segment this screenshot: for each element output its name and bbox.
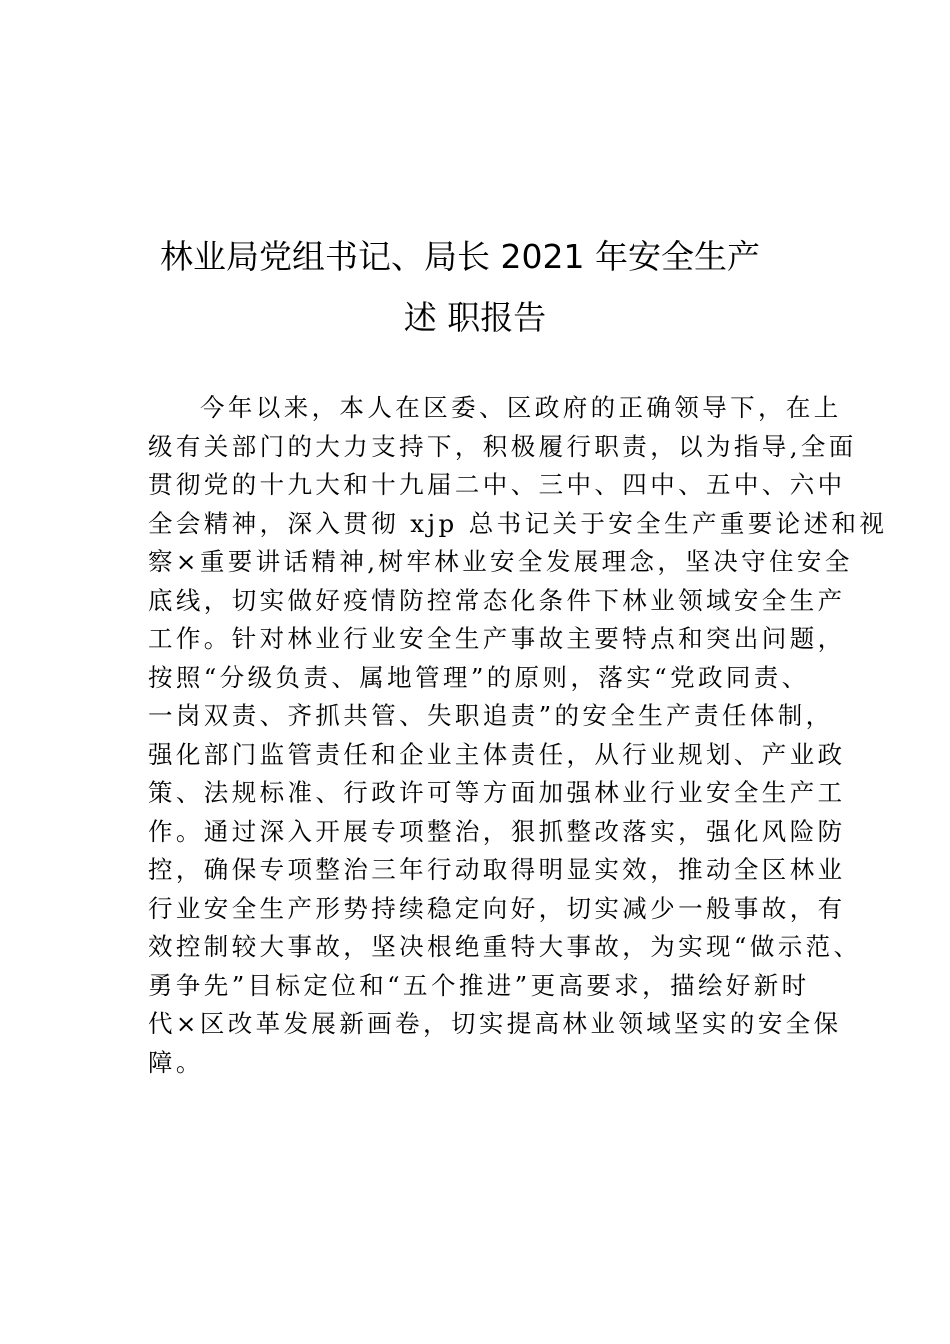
body-line: 控，确保专项整治三年行动取得明显实效，推动全区林业 xyxy=(148,855,846,884)
body-line: 察×重要讲话精神,树牢林业安全发展理念，坚决守住安全 xyxy=(148,547,853,576)
body-line: 勇争先”目标定位和“五个推进”更高要求，描绘好新时 xyxy=(148,970,810,1000)
body-line: 底线，切实做好疫情防控常态化条件下林业领域安全生产 xyxy=(148,585,846,615)
body-line: 作。通过深入开展专项整治，狠抓整改落实，强化风险防 xyxy=(148,816,846,846)
document-title-line-1: 林业局党组书记、局长 2021 年安全生产 xyxy=(160,237,760,276)
body-line: 行业安全生产形势持续稳定向好，切实减少一般事故，有 xyxy=(148,893,846,923)
body-line: 强化部门监管责任和企业主体责任，从行业规划、产业政 xyxy=(148,739,846,769)
body-paragraph xyxy=(148,389,888,1082)
body-line: 工作。针对林业行业安全生产事故主要特点和突出问题， xyxy=(148,624,846,653)
document-title-line-2: 述 职报告 xyxy=(403,298,547,337)
body-line: 级有关部门的大力支持下，积极履行职责，以为指导,全面 xyxy=(148,431,857,461)
body-line: 贯彻党的十九大和十九届二中、三中、四中、五中、六中 xyxy=(148,470,846,499)
body-line: 按照“分级负责、属地管理”的原则，落实“党政同责、 xyxy=(148,662,810,692)
body-line: 障。 xyxy=(148,1047,204,1077)
body-line: 全会精神，深入贯彻 xjp 总书记关于安全生产重要论述和视 xyxy=(148,508,888,538)
body-line: 效控制较大事故，坚决根绝重特大事故，为实现“做示范、 xyxy=(148,932,862,961)
body-line: 代×区改革发展新画卷，切实提高林业领域坚实的安全保 xyxy=(148,1009,842,1038)
body-line: 一岗双责、齐抓共管、失职追责”的安全生产责任体制， xyxy=(148,701,834,730)
body-line: 今年以来，本人在区委、区政府的正确领导下，在上 xyxy=(200,393,842,422)
body-line: 策、法规标准、行政许可等方面加强林业行业安全生产工 xyxy=(148,778,846,807)
